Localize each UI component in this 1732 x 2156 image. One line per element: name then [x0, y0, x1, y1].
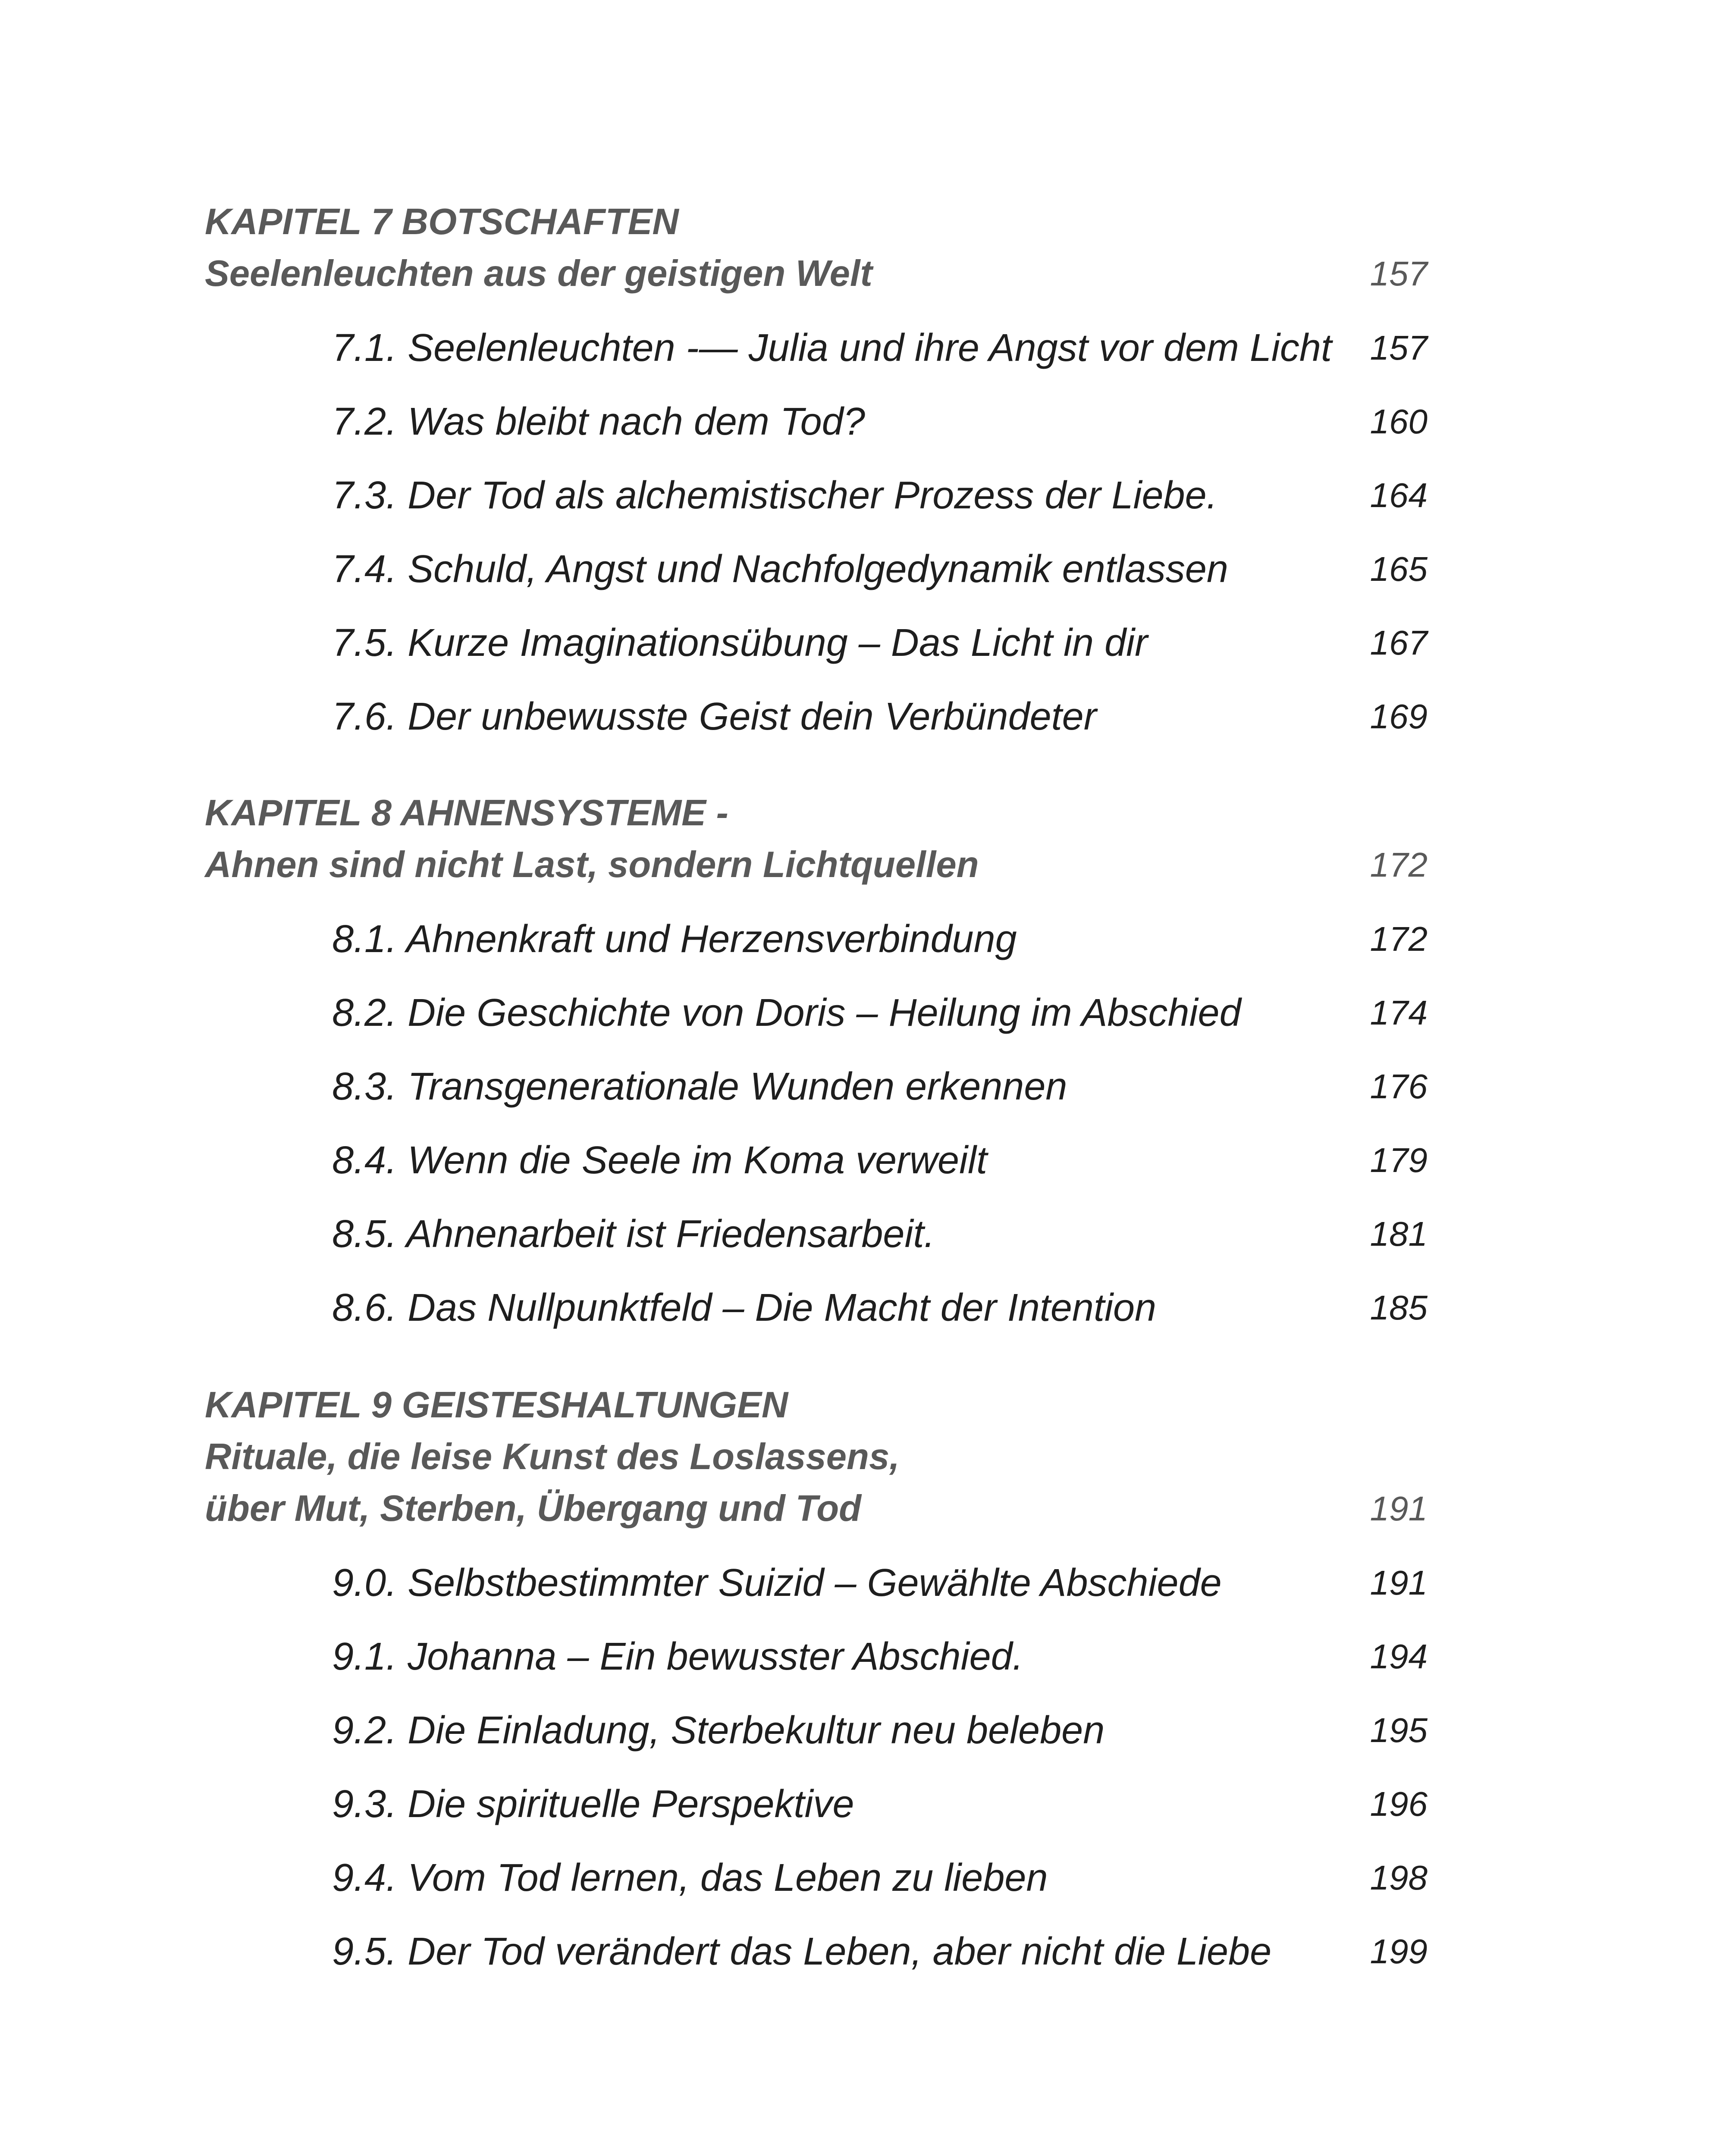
toc-entry-page: 157	[1370, 329, 1428, 367]
chapter-heading-title	[205, 196, 1438, 248]
chapter-heading-subtitle	[205, 248, 1438, 300]
toc-entry[interactable]	[205, 1852, 1438, 1926]
toc-entry-page: 199	[1370, 1932, 1428, 1971]
chapter-7	[205, 196, 1438, 765]
chapter-title: KAPITEL 8 AHNENSYSTEME -	[205, 793, 728, 834]
toc-entry-title: 9.2. Die Einladung, Sterbekultur neu beleben	[332, 1709, 1105, 1752]
toc-entry[interactable]	[205, 322, 1438, 396]
toc-entry-page: 185	[1370, 1288, 1428, 1327]
chapter-heading-title	[205, 1379, 1438, 1431]
chapter-heading-subtitle	[205, 1483, 1438, 1535]
chapter-9	[205, 1379, 1438, 1999]
toc-entry-title: 8.1. Ahnenkraft und Herzensverbindung	[332, 918, 1017, 961]
toc-entry[interactable]	[205, 1778, 1438, 1852]
toc-entry[interactable]	[205, 1061, 1438, 1134]
toc-entry[interactable]	[205, 470, 1438, 543]
toc-entry-title: 7.2. Was bleibt nach dem Tod?	[332, 400, 865, 443]
chapter-subtitle: Ahnen sind nicht Last, sondern Lichtquellen	[205, 844, 979, 885]
chapter-subtitle: Rituale, die leise Kunst des Loslassens,	[205, 1436, 900, 1477]
toc-entry-title: 9.0. Selbstbestimmter Suizid – Gewählte Abschiede	[332, 1561, 1222, 1604]
toc-entry-page: 196	[1370, 1785, 1428, 1823]
toc-entry[interactable]	[205, 913, 1438, 987]
toc-entry-page: 160	[1370, 402, 1428, 441]
toc-entry[interactable]	[205, 543, 1438, 617]
toc-entry-page: 181	[1370, 1215, 1428, 1253]
toc-entry[interactable]	[205, 987, 1438, 1061]
toc-entry[interactable]	[205, 691, 1438, 765]
toc-entry[interactable]	[205, 396, 1438, 470]
toc-entry-title: 9.5. Der Tod verändert das Leben, aber nicht die Liebe	[332, 1930, 1272, 1973]
chapter-page-number: 157	[1370, 254, 1428, 293]
toc-entry-title: 7.4. Schuld, Angst und Nachfolgedynamik entlassen	[332, 548, 1228, 591]
chapter-heading-subtitle	[205, 1431, 1438, 1483]
toc-entry[interactable]	[205, 1208, 1438, 1282]
toc-entry-list	[205, 1557, 1438, 1999]
toc-entry[interactable]	[205, 1557, 1438, 1631]
toc-entry-title: 8.6. Das Nullpunktfeld – Die Macht der Intention	[332, 1286, 1157, 1329]
chapter-page-number: 172	[1370, 846, 1428, 884]
toc-entry-title: 9.3. Die spirituelle Perspektive	[332, 1783, 854, 1826]
toc-entry-title: 8.2. Die Geschichte von Doris – Heilung im Abschied	[332, 991, 1241, 1034]
toc-entry-title: 8.3. Transgenerationale Wunden erkennen	[332, 1065, 1067, 1108]
toc-entry-list	[205, 322, 1438, 765]
toc-entry[interactable]	[205, 1282, 1438, 1356]
toc-entry-page: 167	[1370, 624, 1428, 662]
toc-entry[interactable]	[205, 1926, 1438, 1999]
toc-entry[interactable]	[205, 1134, 1438, 1208]
chapter-page-number: 191	[1370, 1489, 1428, 1528]
toc-entry-title: 8.5. Ahnenarbeit ist Friedensarbeit.	[332, 1213, 935, 1256]
toc-entry-page: 194	[1370, 1637, 1428, 1676]
toc-entry[interactable]	[205, 1631, 1438, 1705]
chapter-subtitle: Seelenleuchten aus der geistigen Welt	[205, 253, 872, 294]
chapter-subtitle: über Mut, Sterben, Übergang und Tod	[205, 1488, 862, 1529]
chapter-title: KAPITEL 9 GEISTESHALTUNGEN	[205, 1385, 788, 1426]
toc-entry-page: 176	[1370, 1067, 1428, 1106]
toc-entry[interactable]	[205, 617, 1438, 691]
toc-entry-page: 169	[1370, 697, 1428, 736]
toc-entry-title: 9.4. Vom Tod lernen, das Leben zu lieben	[332, 1856, 1048, 1899]
toc-entry-title: 7.5. Kurze Imaginationsübung – Das Licht in dir	[332, 621, 1148, 664]
toc-entry-page: 172	[1370, 920, 1428, 958]
toc-entry-title: 9.1. Johanna – Ein bewusster Abschied.	[332, 1635, 1023, 1678]
toc-entry-title: 7.1. Seelenleuchten -— Julia und ihre Angst vor dem Licht	[332, 326, 1332, 370]
toc-entry-page: 195	[1370, 1711, 1428, 1749]
toc-entry-title: 8.4. Wenn die Seele im Koma verweilt	[332, 1139, 988, 1182]
chapter-title: KAPITEL 7 BOTSCHAFTEN	[205, 201, 679, 242]
toc-entry-page: 164	[1370, 476, 1428, 514]
chapter-heading-title	[205, 787, 1438, 839]
toc-entry-page: 198	[1370, 1858, 1428, 1897]
chapter-heading-subtitle	[205, 839, 1438, 891]
chapter-8	[205, 787, 1438, 1356]
toc-entry[interactable]	[205, 1705, 1438, 1778]
toc-entry-page: 174	[1370, 993, 1428, 1032]
toc-entry-title: 7.6. Der unbewusste Geist dein Verbündeter	[332, 695, 1097, 738]
toc-entry-list	[205, 913, 1438, 1356]
toc-entry-page: 191	[1370, 1564, 1428, 1602]
toc-entry-title: 7.3. Der Tod als alchemistischer Prozess der Liebe.	[332, 474, 1217, 517]
toc-entry-page: 165	[1370, 550, 1428, 588]
toc-entry-page: 179	[1370, 1141, 1428, 1179]
